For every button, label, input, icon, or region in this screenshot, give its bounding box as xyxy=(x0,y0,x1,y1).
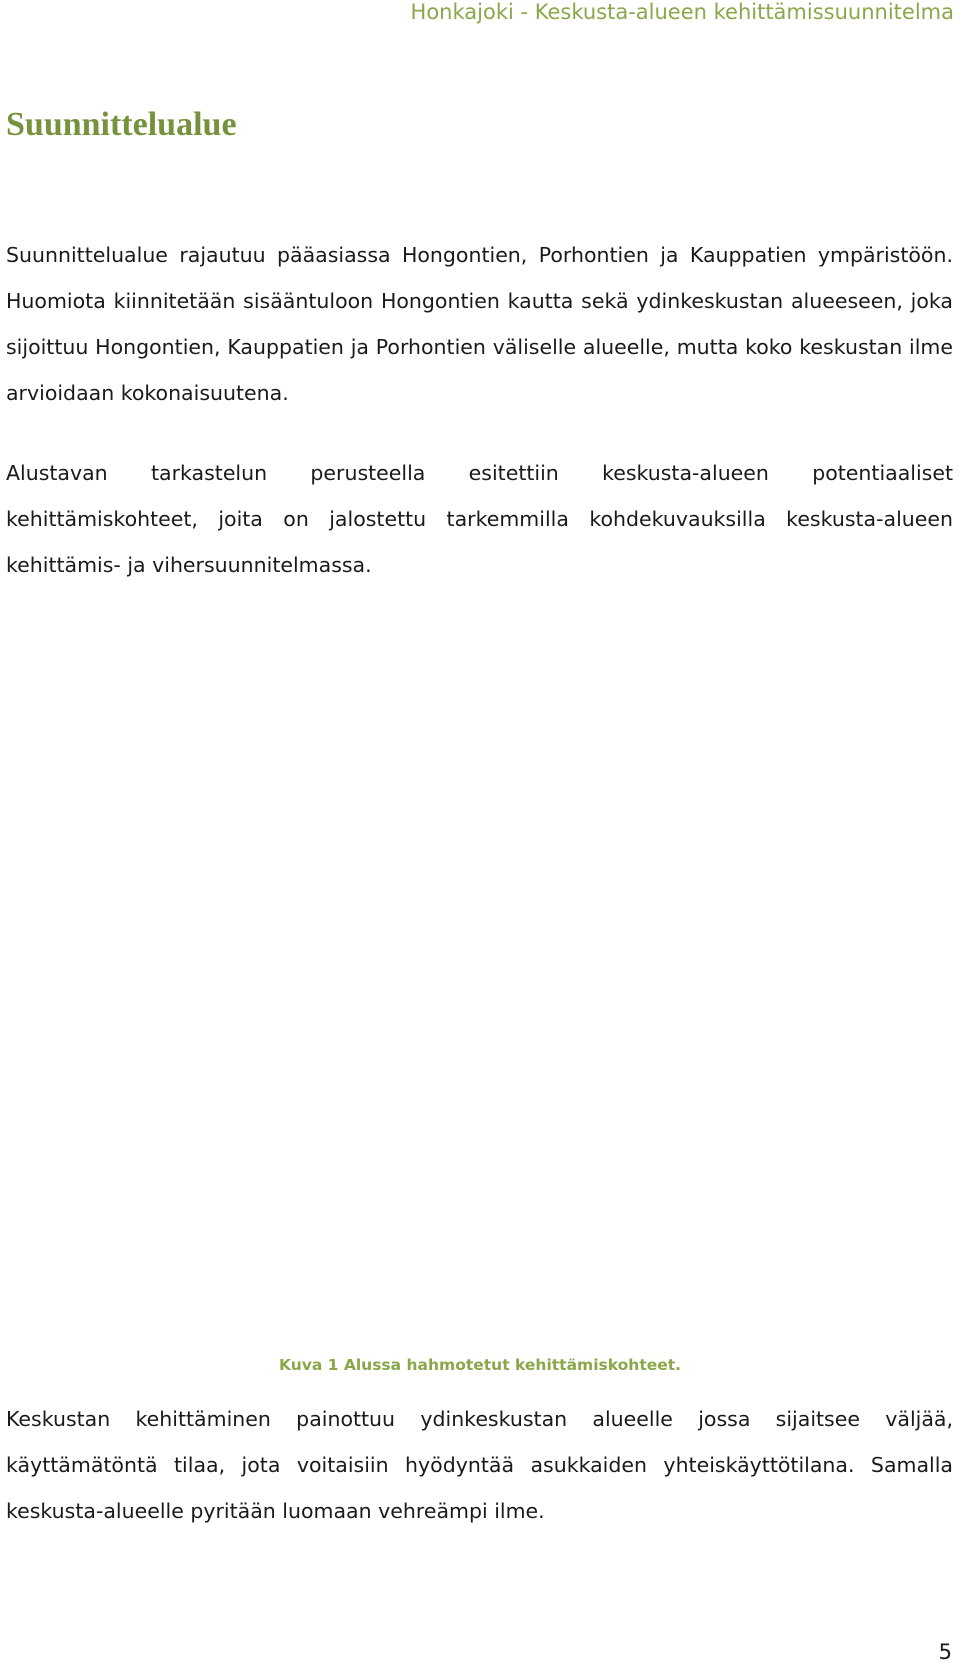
running-header: Honkajoki - Keskusta-alueen kehittämissuunnitelma xyxy=(410,0,954,24)
section-title: Suunnittelualue xyxy=(6,106,237,143)
figure-caption: Kuva 1 Alussa hahmotetut kehittämiskohteet. xyxy=(278,1356,682,1374)
body-paragraph-2: Alustavan tarkastelun perusteella esitettiin keskusta-alueen potentiaaliset kehittämiskohteet, joita on jalostettu tarkemmilla kohdekuvauksilla keskusta-alueen kehittämis- ja vihersuunnitelmassa. xyxy=(6,461,953,577)
figure-placeholder xyxy=(6,610,953,1340)
body-paragraph-1: Suunnittelualue rajautuu pääasiassa Hongontien, Porhontien ja Kauppatien ympäristöön. Huomiota kiinnitetään sisääntuloon Hongontien kautta sekä ydinkeskustan alueeseen, joka sijoittuu Hongontien, Kauppatien ja Porhontien väliselle alueelle, mutta koko keskustan ilme arvioidaan kokonaisuutena. xyxy=(6,243,953,405)
page-number: 5 xyxy=(938,1640,952,1664)
body-paragraph-3: Keskustan kehittäminen painottuu ydinkeskustan alueelle jossa sijaitsee väljää, käyttämätöntä tilaa, jota voitaisiin hyödyntää asukkaiden yhteiskäyttötilana. Samalla keskusta-alueelle pyritään luomaan vehreämpi ilme. xyxy=(6,1407,953,1523)
